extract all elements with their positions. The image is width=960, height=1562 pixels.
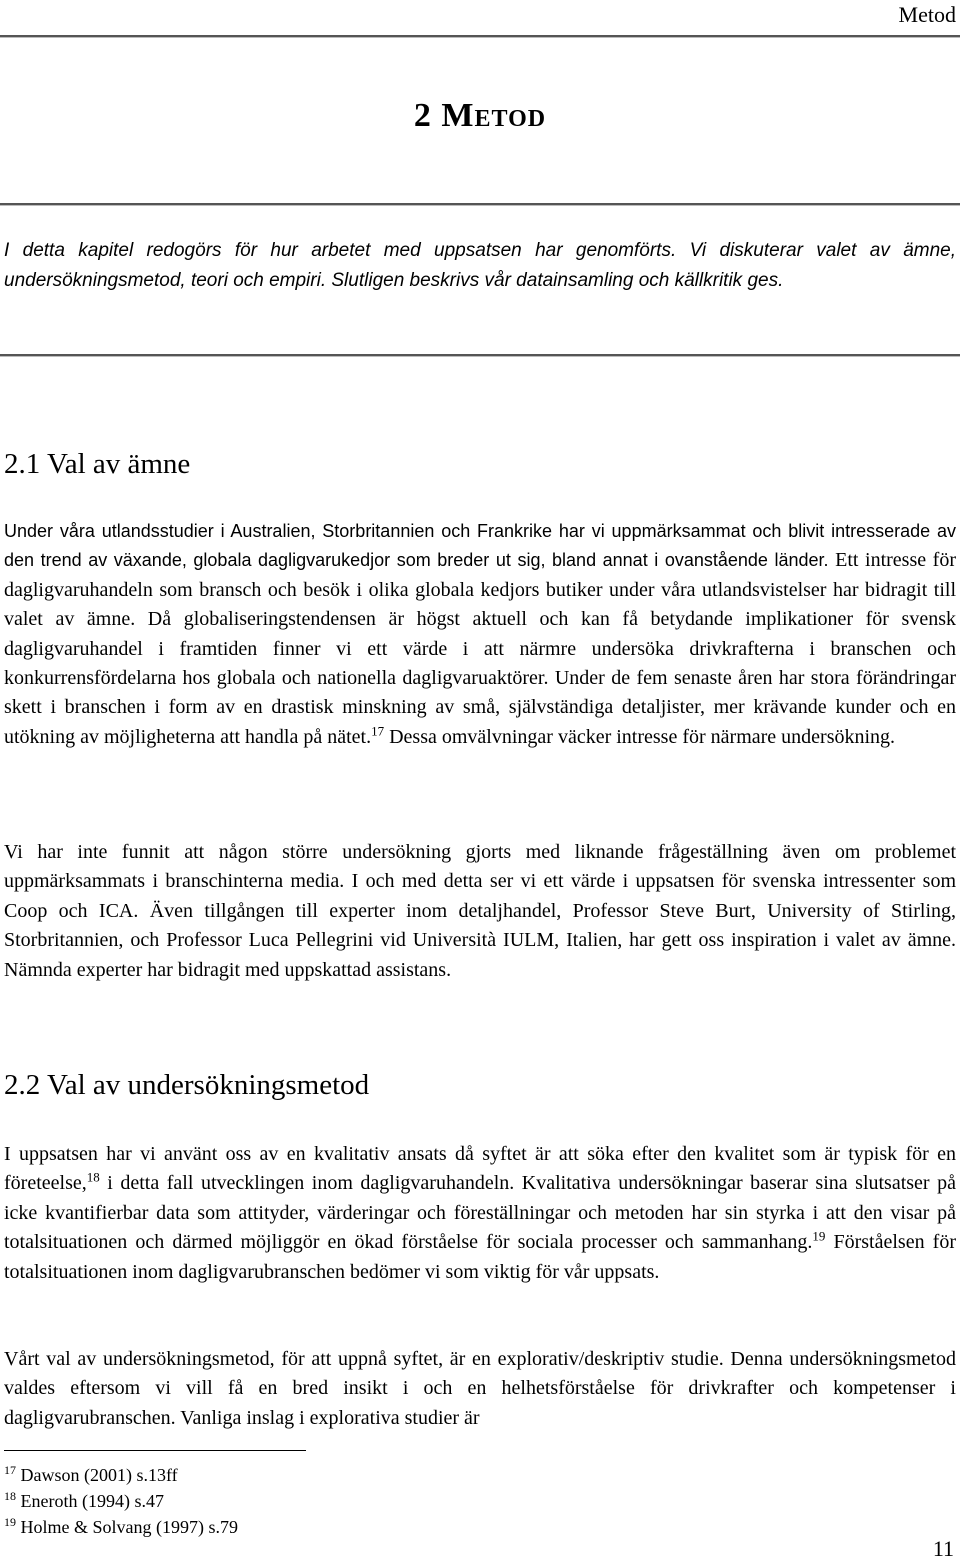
page-number: 11 bbox=[932, 1536, 954, 1561]
chapter-title: 2 Metod bbox=[413, 97, 547, 134]
footnote-item bbox=[4, 1462, 238, 1488]
footnote-item bbox=[4, 1488, 238, 1514]
section-2-2-paragraph-2: Vårt val av undersökningsmetod, för att uppnå syftet, är en explorativ/deskriptiv studie. Denna undersökningsmetod valdes eftersom vi vill få en bred insikt i och en helhetsförståelse för drivkrafter och kompetenser i dagligvarubranschen. Vanliga inslag i explorativa studier är bbox=[4, 1348, 956, 1429]
section-heading-2-2: 2.2 Val av undersökningsmetod bbox=[4, 1069, 370, 1101]
running-header: Metod bbox=[898, 2, 956, 27]
paragraph-text: Dessa omvälvningar väcker intresse för närmare undersökning. bbox=[384, 725, 896, 748]
footnote-number: 19 bbox=[4, 1515, 16, 1529]
footnote-list bbox=[4, 1462, 238, 1540]
footnote-ref[interactable]: 18 bbox=[86, 1169, 100, 1185]
footnote-separator bbox=[4, 1450, 306, 1451]
section-2-2-paragraph-1 bbox=[4, 1140, 956, 1287]
footnote-text: Eneroth (1994) s.47 bbox=[20, 1491, 164, 1511]
footnote-item bbox=[4, 1514, 238, 1540]
footnote-text: Dawson (2001) s.13ff bbox=[20, 1465, 178, 1485]
intro-top-rule bbox=[0, 203, 960, 205]
paragraph-text: i detta fall utvecklingen inom dagligvaruhandeln. Kvalitativa undersökningar baserar sina slutsatser på icke kvantifierbar data som attityder, värderingar och föreställningar och metoden har sin styrka i att den visar på totalsituationen och därmed möjliggör en ökad förståelse för sociala processer och sammanhang. bbox=[4, 1172, 956, 1254]
paragraph-text: Förståelsen för totalsituationen inom dagligvarubranschen bedömer vi som viktig för vår uppsats. bbox=[4, 1231, 957, 1283]
chapter-intro: I detta kapitel redogörs för hur arbetet med uppsatsen har genomförts. Vi diskuterar valet av ämne, undersökningsmetod, teori och empiri. Slutligen beskrivs vår datainsamling och källkritik ges. bbox=[4, 240, 956, 291]
footnote-ref[interactable]: 19 bbox=[812, 1228, 826, 1244]
section-2-1-paragraph-2: Vi har inte funnit att någon större undersökning gjorts med liknande frågeställning även om problemet uppmärksammats i branschinterna media. I och med detta ser vi ett värde i uppsatsen för svenska intressenter som Coop och ICA. Även tillgången till experter inom detaljhandel, Professor Steve Burt, University of Stirling, Storbritannien, och Professor Luca Pellegrini vid Università IULM, Italien, har gett oss inspiration i valet av ämne. Nämnda experter har bidragit med uppskattad assistans. bbox=[4, 841, 956, 981]
footnote-ref[interactable]: 17 bbox=[371, 723, 385, 739]
footnote-text: Holme & Solvang (1997) s.79 bbox=[20, 1517, 238, 1537]
paragraph-text: I uppsatsen har vi använt oss av en kvalitativ ansats då syftet är att söka efter den kvalitet som är typisk för en företeelse, bbox=[4, 1143, 956, 1195]
section-heading-2-1: 2.1 Val av ämne bbox=[4, 448, 191, 480]
paragraph-text: Ett intresse för dagligvaruhandeln som bransch och besök i olika globala kedjors butiker under våra utlandsvistelser har bidragit till valet av ämne. Då globaliseringstendensen är högst aktuell och kan få betydande implikationer för svensk dagligvaruhandel i framtiden finner vi ett värde i att närmre undersöka drivkrafterna i branschen och konkurrensfördelarna hos globala och nationella dagligvaruaktörer. Under de fem senaste åren har stora förändringar skett i branschen i form av en drastisk minskning av små, självständiga detaljister, mer krävande kunder och en utökning av möjligheterna att handla på nätet. bbox=[4, 549, 957, 748]
footnote-number: 18 bbox=[4, 1489, 16, 1503]
intro-bottom-rule bbox=[0, 354, 960, 356]
footnote-number: 17 bbox=[4, 1463, 16, 1477]
header-rule bbox=[0, 35, 960, 37]
paragraph-text: Under våra utlandsstudier i Australien, Storbritannien och Frankrike har vi uppmärksammat och blivit intresserade av den trend av växande, globala dagligvarukedjor som breder ut sig, bland annat i ovanstående länder. bbox=[4, 521, 956, 571]
section-2-1-paragraph-1 bbox=[4, 517, 956, 752]
